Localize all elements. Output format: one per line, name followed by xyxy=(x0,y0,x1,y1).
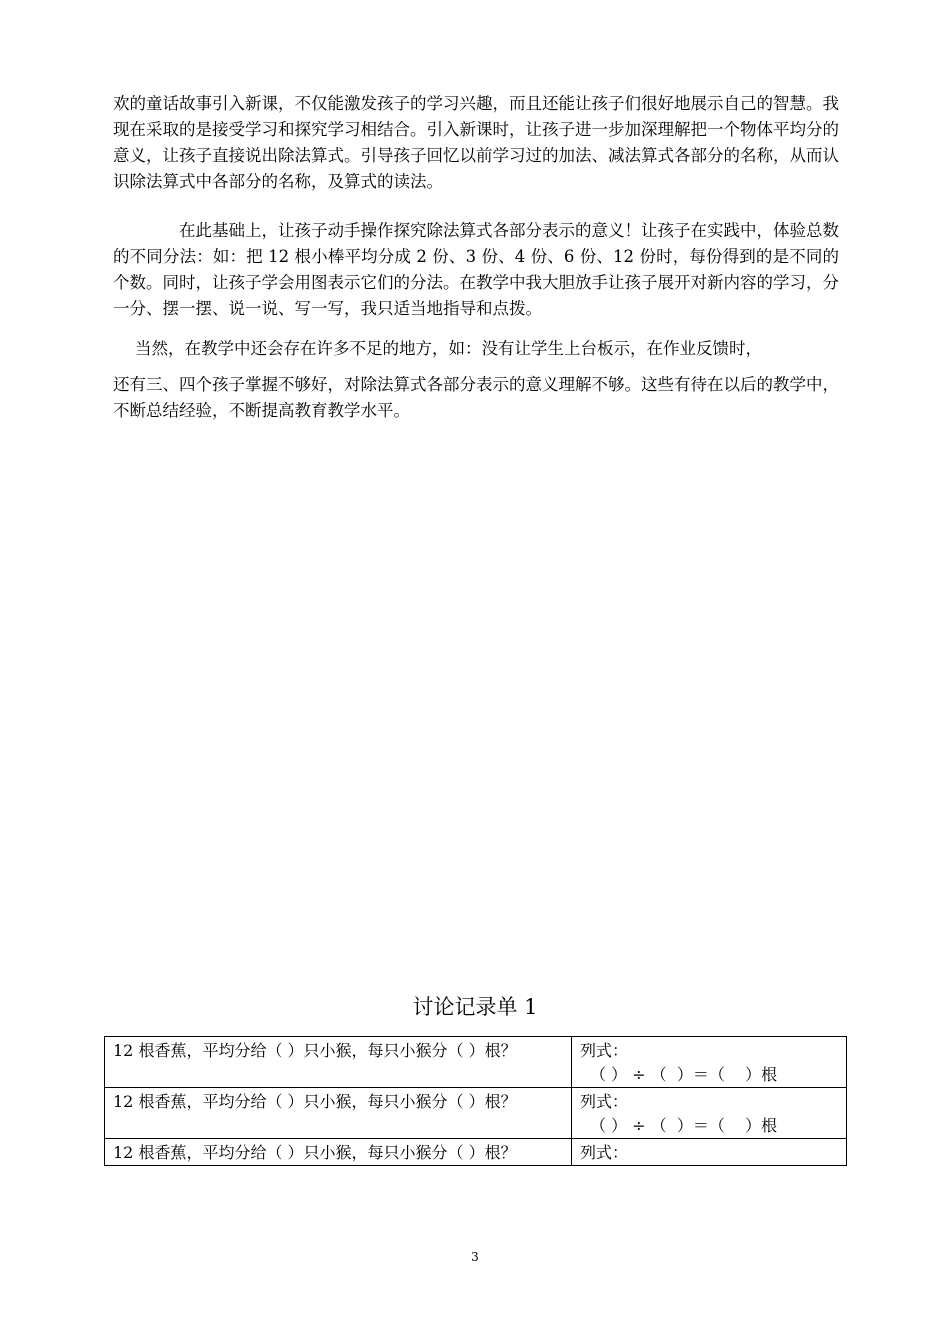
reflection-paragraph-3-continued: 还有三、四个孩子掌握不够好，对除法算式各部分表示的意义理解不够。这些有待在以后的教学中，不断总结经验，不断提高教育教学水平。 xyxy=(113,375,839,420)
table-row xyxy=(105,1139,847,1166)
formula-cell xyxy=(572,1037,847,1088)
page-number: 3 xyxy=(471,1250,479,1264)
formula-label: 列式： xyxy=(580,1041,629,1060)
formula-cell xyxy=(572,1139,847,1166)
question-cell: 12 根香蕉，平均分给（ ）只小猴，每只小猴分（ ）根？ xyxy=(105,1139,572,1166)
reflection-paragraph-2: 在此基础上，让孩子动手操作探究除法算式各部分表示的意义！让孩子在实践中，体验总数的不同分法：如：把 12 根小棒平均分成 2 份、3 份、4 份、6 份、12 份时，每份得到的是不同的个数。同时，让孩子学会用图表示它们的分法。在教学中我大胆放手让孩子展开对新内容的学习，分一分、摆一摆、说一说、写一写，我只适当地指导和点拨。 xyxy=(113,221,839,318)
formula-cell xyxy=(572,1088,847,1139)
reflection-paragraph-3: 当然，在教学中还会存在许多不足的地方，如：没有让学生上台板示，在作业反馈时， xyxy=(135,339,762,358)
reflection-paragraph-1: 欢的童话故事引入新课，不仅能激发孩子的学习兴趣，而且还能让孩子们很好地展示自己的智慧。我现在采取的是接受学习和探究学习相结合。引入新课时，让孩子进一步加深理解把一个物体平均分的意义，让孩子直接说出除法算式。引导孩子回忆以前学习过的加法、减法算式各部分的名称，从而认识除法算式中各部分的名称，及算式的读法。 xyxy=(113,94,839,191)
formula-template: （ ） ÷ （ ）＝（ ）根 xyxy=(590,1065,778,1084)
question-cell: 12 根香蕉，平均分给（ ）只小猴，每只小猴分（ ）根？ xyxy=(105,1088,572,1139)
formula-label: 列式： xyxy=(580,1143,629,1162)
formula-label: 列式： xyxy=(580,1092,629,1111)
discussion-record-title: 讨论记录单 1 xyxy=(412,995,538,1019)
discussion-record-table xyxy=(104,1036,847,1166)
formula-template: （ ） ÷ （ ）＝（ ）根 xyxy=(590,1116,778,1135)
table-row xyxy=(105,1037,847,1088)
table-row xyxy=(105,1088,847,1139)
question-cell: 12 根香蕉，平均分给（ ）只小猴，每只小猴分（ ）根？ xyxy=(105,1037,572,1088)
